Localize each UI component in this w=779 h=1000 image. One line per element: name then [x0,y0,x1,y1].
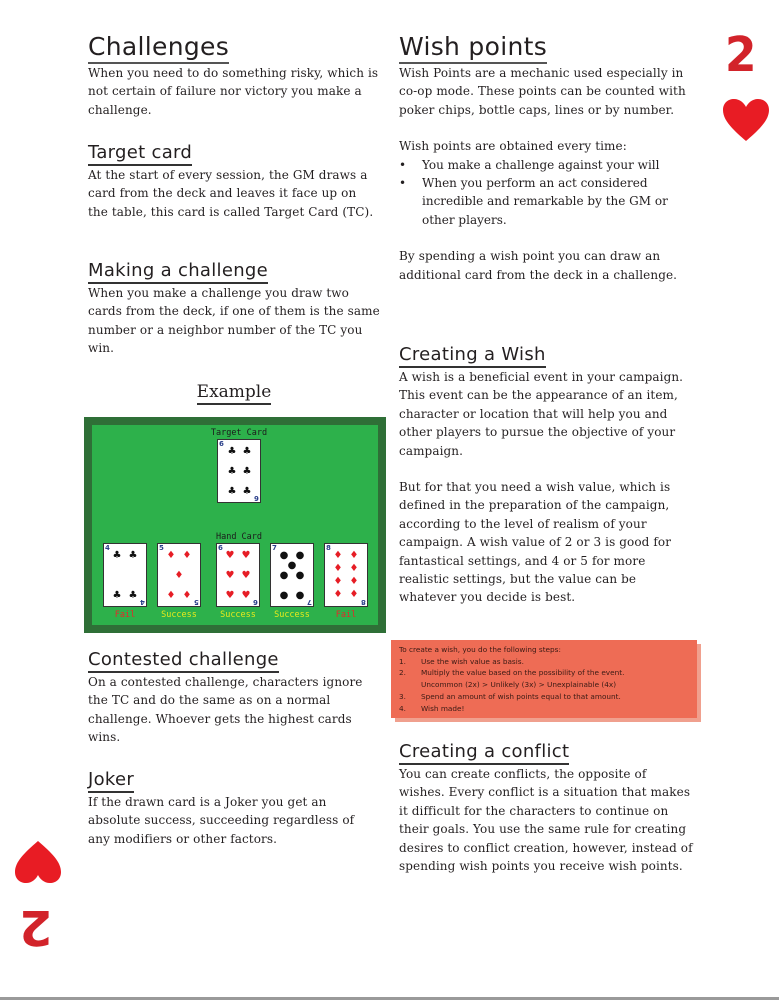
diamond-icon: ♦ [333,576,343,587]
example-card-table [84,417,386,633]
heart-icon [14,840,62,884]
result-label: Success [161,610,197,620]
heart-icon: ♥ [241,550,251,561]
creating-wish-text-1: A wish is a beneficial event in your campaign. This event can be the appearance of an item, character or location that will help you and other players to pursue the objective of your campaign. [399,370,684,458]
spade-icon: ● [279,550,289,561]
diamond-icon: ♦ [333,550,343,561]
hand-card: 8 ♦ ♦ ♦ ♦ ♦ ♦ ♦ ♦ 8 [326,544,366,606]
section-joker [88,769,380,848]
corner-rank-top: 2 [724,27,757,83]
creating-conflict-text: You can create conflicts, the opposite of wishes. Every conflict is a situation that makes it difficult for the characters to continue on their goals. You use the same rule for creating desires to conflict creation, however, instead of spending wish points you receive wish points. [399,767,693,874]
diamond-icon: ♦ [182,550,192,561]
hand-card: 7 ● ● ● ● ● ● ● 7 [272,544,312,606]
spade-icon: ● [287,560,297,571]
diamond-icon: ♦ [349,563,359,574]
heading-contested-challenge: Contested challenge [88,649,279,673]
club-icon: ♣ [128,590,138,601]
heading-creating-wish: Creating a Wish [399,344,546,368]
spade-icon: ● [279,570,289,581]
club-icon: ♣ [242,486,252,497]
heading-wish-points: Wish points [399,32,547,64]
club-icon: ♣ [128,550,138,561]
example-heading: Example [88,381,380,405]
diamond-icon: ♦ [174,570,184,581]
steps-intro: To create a wish, you do the following steps: [399,645,561,654]
wish-points-text: Wish Points are a mechanic used especially in co-op mode. These points can be counted with poker chips, bottle caps, lines or by number. [399,66,686,117]
diamond-icon: ♦ [166,550,176,561]
heading-joker: Joker [88,769,134,793]
hand-card: 6 ♥ ♥ ♥ ♥ ♥ ♥ 6 [218,544,258,606]
hand-card: 5 ♦ ♦ ♦ ♦ ♦ 5 [159,544,199,606]
wish-points-obtained-intro: Wish points are obtained every time: [399,139,627,154]
step-item: 4. Wish made! [399,703,465,713]
list-item: • When you perform an act considered incredible and remarkable by the GM or other players. [399,174,695,229]
club-icon: ♣ [112,590,122,601]
result-label: Success [274,610,310,620]
heart-icon: ♥ [225,570,235,581]
step-item: 3. Spend an amount of wish points equal to that amount. [399,691,621,701]
result-label: Fail [335,610,357,620]
corner-rank-bottom: 2 [19,899,53,955]
club-icon: ♣ [242,446,252,457]
hand-card-label: Hand Card [215,532,263,542]
target-card-text: At the start of every session, the GM draws a card from the deck and leaves it face up on the table, this card is called Target Card (TC). [88,168,374,219]
heart-icon: ♥ [241,590,251,601]
heading-making-challenge: Making a challenge [88,260,268,284]
hand-card: 4 ♣ ♣ ♣ ♣ 4 [105,544,145,606]
diamond-icon: ♦ [182,590,192,601]
contested-text: On a contested challenge, characters ignore the TC and do the same as on a normal challenge. Whoever gets the highest cards wins. [88,675,363,745]
result-label: Success [220,610,256,620]
section-challenges [88,32,380,119]
target-card: 6 ♣ ♣ ♣ ♣ ♣ ♣ 6 [219,440,259,502]
heart-icon: ♥ [241,570,251,581]
diamond-icon: ♦ [349,589,359,600]
wish-points-list [399,156,695,230]
making-challenge-text: When you make a challenge you draw two cards from the deck, if one of them is the same number or a neighbor number of the TC you win. [88,286,380,356]
diamond-icon: ♦ [333,589,343,600]
spade-icon: ● [295,590,305,601]
club-icon: ♣ [227,446,237,457]
section-target-card [88,142,380,221]
club-icon: ♣ [242,466,252,477]
spade-icon: ● [295,570,305,581]
wish-steps-box [391,640,697,718]
heart-icon [722,98,770,142]
spade-icon: ● [295,550,305,561]
section-contested-challenge [88,649,380,747]
wish-points-spending-text: By spending a wish point you can draw an additional card from the deck in a challenge. [399,249,678,282]
heart-icon: ♥ [225,590,235,601]
diamond-icon: ♦ [333,563,343,574]
heading-challenges: Challenges [88,32,229,64]
heading-creating-conflict: Creating a conflict [399,741,569,765]
spade-icon: ● [279,590,289,601]
step-item: 2. Multiply the value based on the possibility of the event. Uncommon (2x) > Unlikely (3x) > Unexplainable (4x) [399,668,625,690]
section-creating-conflict [399,741,695,875]
heading-target-card: Target card [88,142,192,166]
section-wish-points [399,32,695,284]
heart-icon: ♥ [225,550,235,561]
creating-wish-text-2: But for that you need a wish value, which is defined in the preparation of the campaign, according to the level of realism of your campaign. A wish value of 2 or 3 is good for fantastical settings, and 4 or 5 for more realistic settings, but the value can be whatever you decide is best. [399,480,672,605]
club-icon: ♣ [227,486,237,497]
step-item: 1. Use the wish value as basis. [399,656,524,666]
diamond-icon: ♦ [349,576,359,587]
result-label: Fail [114,610,136,620]
challenges-text: When you need to do something risky, which is not certain of failure nor victory you make a challenge. [88,66,379,117]
diamond-icon: ♦ [166,590,176,601]
diamond-icon: ♦ [349,550,359,561]
club-icon: ♣ [112,550,122,561]
target-card-label: Target Card [210,428,268,438]
club-icon: ♣ [227,466,237,477]
felt [92,425,378,625]
joker-text: If the drawn card is a Joker you get an absolute success, succeeding regardless of any modifiers or other factors. [88,795,355,846]
section-creating-wish [399,344,695,607]
section-making-challenge [88,260,380,358]
list-item: • You make a challenge against your will [399,156,695,174]
